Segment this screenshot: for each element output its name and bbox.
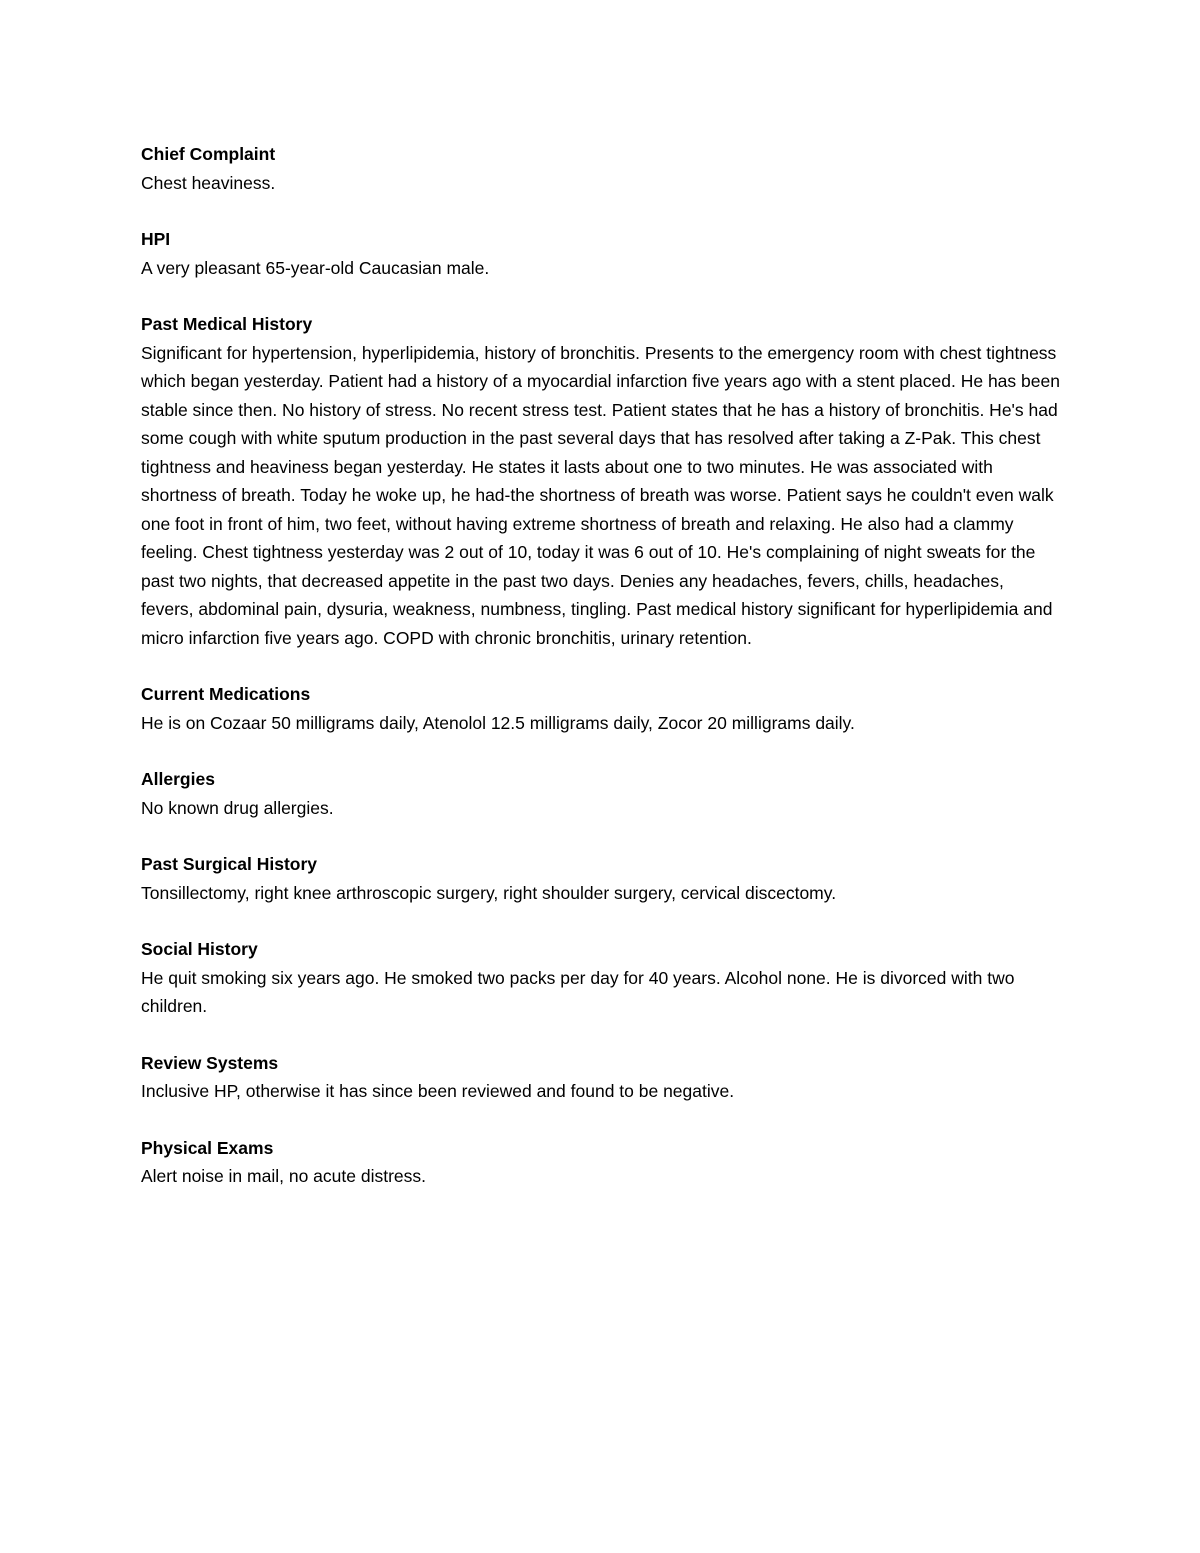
- section-hpi: [141, 225, 1061, 282]
- section-social-history: [141, 935, 1061, 1021]
- section-heading: Chief Complaint: [141, 144, 276, 164]
- section-review-systems: [141, 1049, 1061, 1106]
- section-chief-complaint: [141, 140, 1061, 197]
- section-text: He quit smoking six years ago. He smoked two packs per day for 40 years. Alcohol none. He is divorced with two children.: [141, 967, 1015, 1016]
- section-text: Inclusive HP, otherwise it has since been reviewed and found to be negative.: [141, 1081, 735, 1101]
- section-allergies: [141, 765, 1061, 822]
- section-heading: Past Medical History: [141, 314, 313, 334]
- section-text: Significant for hypertension, hyperlipidemia, history of bronchitis. Presents to the emergency room with chest tightness which began yesterday. Patient had a history of a myocardial infarction five years ago with a stent placed. He has been stable since then. No history of stress. No recent stress test. Patient states that he has a history of bronchitis. He's had some cough with white sputum production in the past several days that has resolved after taking a Z-Pak. This chest tightness and heaviness began yesterday. He states it lasts about one to two minutes. He was associated with shortness of breath. Today he woke up, he had-the shortness of breath was worse. Patient says he couldn't even walk one foot in front of him, two feet, without having extreme shortness of breath and relaxing. He also had a clammy feeling. Chest tightness yesterday was 2 out of 10, today it was 6 out of 10. He's complaining of night sweats for the past two nights, that decreased appetite in the past two days. Denies any headaches, fevers, chills, headaches, fevers, abdominal pain, dysuria, weakness, numbness, tingling. Past medical history significant for hyperlipidemia and micro infarction five years ago. COPD with chronic bronchitis, urinary retention.: [141, 342, 1060, 648]
- section-heading: Allergies: [141, 769, 215, 789]
- section-text: Chest heaviness.: [141, 172, 276, 193]
- section-physical-exams: [141, 1134, 1061, 1191]
- section-text: A very pleasant 65-year-old Caucasian male.: [141, 257, 490, 278]
- section-text: Alert noise in mail, no acute distress.: [141, 1166, 426, 1186]
- section-heading: Past Surgical History: [141, 854, 318, 874]
- section-past-surgical-history: [141, 850, 1061, 907]
- section-past-medical-history: [141, 310, 1061, 652]
- section-current-medications: [141, 680, 1061, 737]
- section-heading: Social History: [141, 939, 258, 959]
- section-heading: Current Medications: [141, 684, 311, 704]
- section-text: Tonsillectomy, right knee arthroscopic surgery, right shoulder surgery, cervical discectomy.: [141, 882, 837, 903]
- section-text: He is on Cozaar 50 milligrams daily, Atenolol 12.5 milligrams daily, Zocor 20 milligrams daily.: [141, 712, 855, 733]
- section-heading: Physical Exams: [141, 1137, 274, 1158]
- section-heading: Review Systems: [141, 1052, 279, 1073]
- section-text: No known drug allergies.: [141, 797, 334, 818]
- document-page: [141, 140, 1061, 1219]
- section-heading: HPI: [141, 229, 171, 249]
